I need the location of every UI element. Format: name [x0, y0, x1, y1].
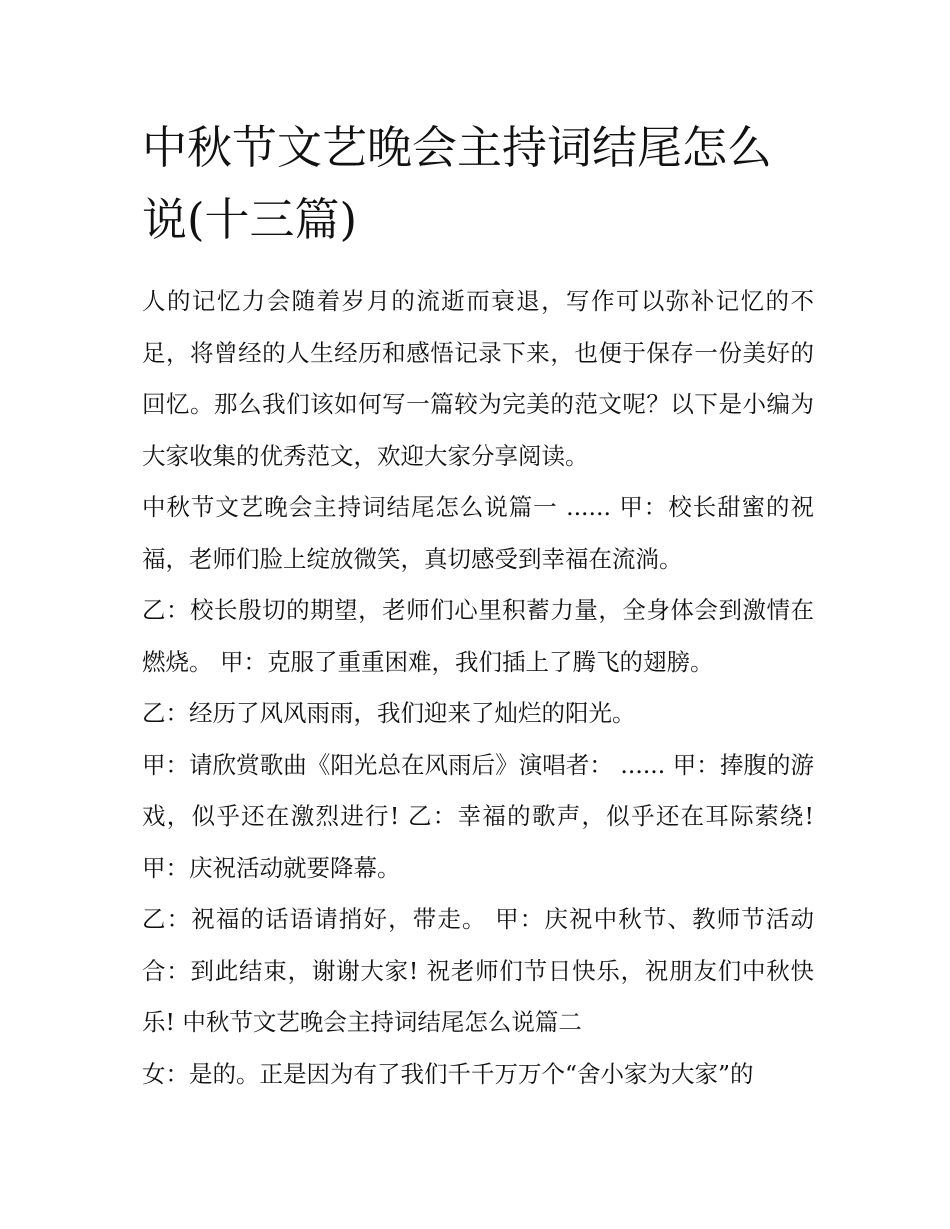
paragraph-intro: 人的记忆力会随着岁月的流逝而衰退，写作可以弥补记忆的不足，将曾经的人生经历和感悟记录下来，也便于保存一份美好的回忆。那么我们该如何写一篇较为完美的范文呢？以下是小编为大家收集的优秀范文，欢迎大家分享阅读。: [142, 287, 814, 470]
paragraph: 甲：请欣赏歌曲《阳光总在风雨后》演唱者： ...... 甲：捧腹的游戏，似乎还在激烈进行! 乙：幸福的歌声，似乎还在耳际萦绕! 甲：庆祝活动就要降幕。: [142, 750, 814, 882]
document-title: 中秋节文艺晚会主持词结尾怎么说(十三篇): [142, 121, 773, 246]
document-content: [142, 112, 814, 1100]
paragraph: 女：是的。正是因为有了我们千千万万个“舍小家为大家”的: [142, 1059, 754, 1088]
paragraph: 乙：校长殷切的期望，老师们心里积蓄力量，全身体会到激情在燃烧。 甲：克服了重重困难，我们插上了腾飞的翅膀。: [142, 596, 814, 676]
paragraph: 中秋节文艺晚会主持词结尾怎么说篇一 ...... 甲：校长甜蜜的祝福，老师们脸上绽放微笑，真切感受到幸福在流淌。: [142, 493, 814, 573]
document-body: [142, 276, 814, 1100]
paragraph: 乙：祝福的话语请捎好，带走。 甲：庆祝中秋节、教师节活动 合：到此结束，谢谢大家! 祝老师们节日快乐，祝朋友们中秋快乐! 中秋节文艺晚会主持词结尾怎么说篇二: [142, 905, 814, 1036]
paragraph: 乙：经历了风风雨雨，我们迎来了灿烂的阳光。: [142, 699, 636, 727]
